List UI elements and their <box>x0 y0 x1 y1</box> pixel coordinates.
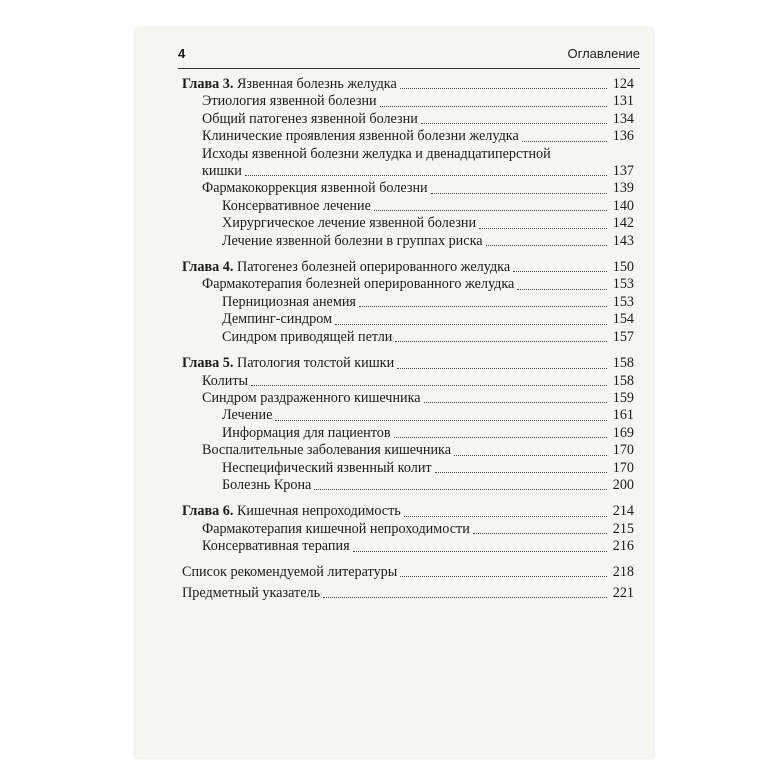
toc-page-number: 157 <box>612 328 634 345</box>
toc-entry-title: Неспецифический язвенный колит <box>222 459 432 476</box>
toc-page-number: 140 <box>612 197 634 214</box>
toc-page-number: 216 <box>612 538 634 555</box>
toc-entry[interactable] <box>182 233 634 250</box>
dot-leader <box>359 306 607 307</box>
toc-entry[interactable] <box>182 215 634 232</box>
toc-entry-chapter-3[interactable] <box>182 76 634 93</box>
toc-entry[interactable] <box>182 390 634 407</box>
toc-entry-title: Колиты <box>202 372 249 389</box>
toc-page-number: 153 <box>612 276 634 293</box>
dot-leader <box>421 123 607 124</box>
toc-entry-title: Синдром приводящей петли <box>222 328 393 345</box>
dot-leader <box>517 289 607 290</box>
dot-leader <box>335 324 607 325</box>
toc-entry-chapter-4[interactable] <box>182 259 634 276</box>
dot-leader <box>251 385 607 386</box>
toc-page-number: 131 <box>612 93 634 110</box>
chapter-label: Глава 6. <box>182 503 234 520</box>
dot-leader <box>395 341 607 342</box>
toc-entry[interactable] <box>182 128 634 145</box>
section-spacer <box>182 556 634 564</box>
toc-entry[interactable] <box>182 294 634 311</box>
toc-page-number: 161 <box>612 407 634 424</box>
dot-leader <box>435 472 607 473</box>
toc-page-number: 150 <box>612 259 634 276</box>
toc-entry[interactable] <box>182 329 634 346</box>
toc-entry-title: Патология толстой кишки <box>233 355 395 372</box>
toc-entry-title: Пернициозная анемия <box>222 293 356 310</box>
dot-leader <box>486 245 607 246</box>
dot-leader <box>400 576 607 577</box>
dot-leader <box>374 210 607 211</box>
toc-page-number: 154 <box>612 311 634 328</box>
toc-entry-title: Информация для пациентов <box>222 424 391 441</box>
toc-entry-title: Фармакотерапия кишечной непроходимости <box>202 520 470 537</box>
toc-entry-title: Демпинг-синдром <box>222 311 333 328</box>
dot-leader <box>380 106 607 107</box>
toc-entry-title: Исходы язвенной болезни желудка и двенадцатиперстной <box>202 145 551 162</box>
toc-page-number: 215 <box>612 520 634 537</box>
toc-entry-title: Консервативное лечение <box>222 197 371 214</box>
dot-leader <box>275 420 607 421</box>
toc-page-number: 137 <box>612 163 634 180</box>
toc-entry[interactable] <box>182 538 634 555</box>
toc-entry-title: Список рекомендуемой литературы <box>182 563 398 580</box>
dot-leader <box>424 402 607 403</box>
toc-entry-title: Лечение язвенной болезни в группах риска <box>222 232 483 249</box>
toc-entry-title: Лечение <box>222 407 273 424</box>
dot-leader <box>353 551 607 552</box>
toc-entry-title: Общий патогенез язвенной болезни <box>202 110 418 127</box>
toc-page-number: 159 <box>612 389 634 406</box>
toc-page-number: 221 <box>612 584 634 601</box>
toc-entry-references[interactable] <box>182 564 634 581</box>
toc-page-number: 170 <box>612 459 634 476</box>
toc-entry-chapter-5[interactable] <box>182 355 634 372</box>
toc-entry-title: Предметный указатель <box>182 584 321 601</box>
toc-entry-chapter-6[interactable] <box>182 503 634 520</box>
section-spacer <box>182 346 634 355</box>
toc-page-number: 143 <box>612 232 634 249</box>
header-rule <box>178 68 640 69</box>
toc-page-number: 214 <box>612 503 634 520</box>
toc-entry-index[interactable] <box>182 585 634 602</box>
toc-entry-multiline[interactable] <box>182 146 634 163</box>
toc-page-number: 153 <box>612 293 634 310</box>
section-spacer <box>182 250 634 259</box>
toc-page-number: 169 <box>612 424 634 441</box>
toc-entry[interactable] <box>182 521 634 538</box>
toc-page-number: 124 <box>612 76 634 92</box>
toc-entry-title: Воспалительные заболевания кишечника <box>202 442 452 459</box>
dot-leader <box>513 271 607 272</box>
toc-entry[interactable] <box>182 373 634 390</box>
toc-page-number: 136 <box>612 128 634 145</box>
dot-leader <box>323 597 607 598</box>
toc-entry[interactable] <box>182 276 634 293</box>
toc-entry-title: Кишечная непроходимость <box>233 503 401 520</box>
toc-entry[interactable] <box>182 442 634 459</box>
toc-entry-title: Хирургическое лечение язвенной болезни <box>222 215 477 232</box>
dot-leader <box>454 455 607 456</box>
toc-entry-title: Этиология язвенной болезни <box>202 93 377 110</box>
toc-entry[interactable] <box>182 407 634 424</box>
toc-page-number: 134 <box>612 110 634 127</box>
dot-leader <box>397 368 607 369</box>
toc-entry[interactable] <box>182 477 634 494</box>
section-spacer <box>182 494 634 503</box>
dot-leader <box>479 228 607 229</box>
toc-entry-title: Патогенез болезней оперированного желудка <box>233 259 511 276</box>
toc-entry[interactable] <box>182 311 634 328</box>
dot-leader <box>473 533 607 534</box>
toc-entry-title: Синдром раздраженного кишечника <box>202 389 421 406</box>
toc-entry-title: Консервативная терапия <box>202 538 350 555</box>
toc-page-number: 158 <box>612 355 634 372</box>
toc-entry-title-continued: кишки <box>202 163 242 180</box>
toc-page-number: 218 <box>612 563 634 580</box>
toc-entry[interactable] <box>182 111 634 128</box>
toc-entry-title: Фармакотерапия болезней оперированного желудка <box>202 276 515 293</box>
chapter-label: Глава 4. <box>182 259 234 276</box>
toc-page-number: 200 <box>612 476 634 493</box>
table-of-contents <box>182 76 634 602</box>
dot-leader <box>245 175 607 176</box>
toc-entry-title: Фармакокоррекция язвенной болезни <box>202 180 428 197</box>
page-number: 4 <box>178 46 186 61</box>
toc-entry-title: Болезнь Крона <box>222 476 312 493</box>
toc-entry-continuation[interactable] <box>182 163 634 180</box>
toc-entry[interactable] <box>182 460 634 477</box>
toc-entry-title: Клинические проявления язвенной болезни желудка <box>202 128 519 145</box>
running-title: Оглавление <box>567 46 640 61</box>
toc-page-number: 142 <box>612 215 634 232</box>
toc-entry[interactable] <box>182 180 634 197</box>
toc-entry[interactable] <box>182 93 634 110</box>
toc-entry[interactable] <box>182 425 634 442</box>
dot-leader <box>400 88 607 89</box>
dot-leader <box>431 193 607 194</box>
dot-leader <box>394 437 607 438</box>
chapter-label: Глава 3. <box>182 76 234 92</box>
toc-page-number: 139 <box>612 180 634 197</box>
toc-entry-title: Язвенная болезнь желудка <box>233 76 397 92</box>
toc-entry[interactable] <box>182 198 634 215</box>
toc-page-number: 158 <box>612 372 634 389</box>
dot-leader <box>314 489 607 490</box>
dot-leader <box>404 516 607 517</box>
chapter-label: Глава 5. <box>182 355 234 372</box>
toc-page-number: 170 <box>612 442 634 459</box>
dot-leader <box>522 141 607 142</box>
running-header <box>178 46 640 68</box>
